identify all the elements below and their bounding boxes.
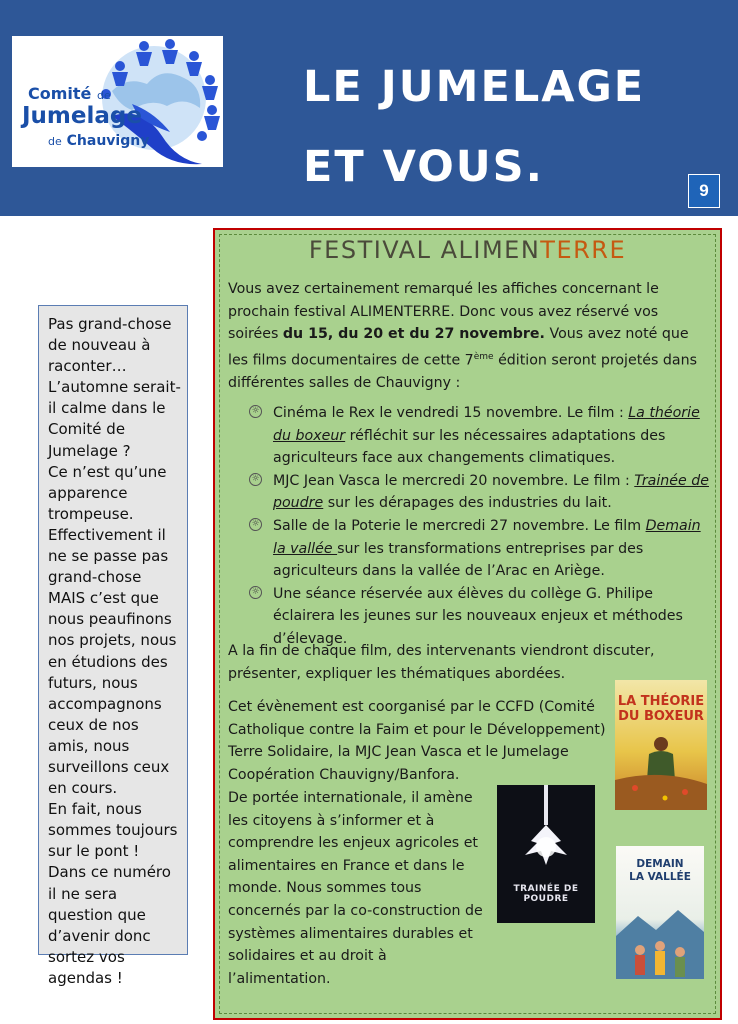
poster-title: DEMAIN LA VALLÉE (629, 858, 691, 883)
screenings-list (227, 402, 711, 651)
poster-demain-la-vallee (616, 846, 704, 979)
screening-item: ☼ MJC Jean Vasca le mercredi 20 novembre. Le film : Trainée de poudre sur les dérapages des industries du lait. (227, 470, 711, 515)
screening-item: ☼ Salle de la Poterie le mercredi 27 novembre. Le film Demain la vallée sur les transformations entreprises par des agriculteurs dans la vallée de l’Arac en Ariège. (227, 515, 711, 583)
sun-bullet-icon: ☼ (249, 586, 262, 599)
editorial-sidebar (38, 305, 188, 987)
page-title-line-2: ET VOUS. (303, 142, 544, 192)
sun-bullet-icon: ☼ (249, 405, 262, 418)
cooperation-text: Cet évènement est coorganisé par le CCFD (Comité Catholique contre la Faim et pour le Développement) Terre Solidaire, la MJC Jean Vasca et le Jumelage Coopération Chauvigny/Banfora. (228, 699, 606, 783)
festival-intro: Vous avez certainement remarqué les affiches concernant le prochain festival ALIMENTERRE. Donc vous avez réservé vos soirées du 15, du 20 et du 27 novembre. Vous avez noté que les films documentaires de cette 7ème édition seront projetés dans différentes salles de Chauvigny : (228, 281, 697, 392)
header-band (0, 0, 738, 216)
poster-title: TRAINÉE DE POUDRE (513, 884, 579, 904)
valley-illustration (616, 846, 704, 979)
festival-title: FESTIVAL ALIMENTERRE (308, 236, 627, 264)
page-number-badge: 9 (688, 174, 720, 208)
committee-logo: Comité de Jumelage de Chauvigny (12, 36, 223, 167)
after-films-text: A la fin de chaque film, des intervenants viendront discuter, présenter, expliquer les thématiques abordées. (228, 643, 655, 682)
film-title: Trainée de poudre (273, 472, 709, 512)
scope-text: De portée internationale, il amène les citoyens à s’informer et à comprendre les enjeux agricoles et alimentaires en France et dans le monde. Nous sommes tous concernés par la co-construction de systèmes alimentaires durables et solidaires et au droit à l’alimentation. (228, 790, 483, 987)
page-title-line-1: LE JUMELAGE (303, 62, 646, 112)
poster-trainee-de-poudre (497, 785, 595, 923)
sun-bullet-icon: ☼ (249, 473, 262, 486)
editorial-text: Pas grand-chose de nouveau à raconter… L’automne serait-il calme dans le Comité de Jumelage ? Ce n’est qu’une apparence trompeuse. Effectivement il ne se passe pas grand-chose MAIS c’est que nous peaufinons nos projets, nous en étudions des futurs, nous accompagnons ceux de nos amis, nous surveillons ceux en cours. En fait, nous sommes toujours sur le pont ! Dans ce numéro il ne sera question que d’avenir donc sortez vos agendas ! (48, 315, 181, 987)
poster-title: LA THÉORIE DU BOXEUR (617, 694, 705, 724)
film-title: La théorie du boxeur (273, 405, 700, 444)
sun-bullet-icon: ☼ (249, 518, 262, 531)
boxeur-illustration (615, 680, 707, 810)
film-title: Demain la vallée (273, 517, 701, 557)
screening-item: ☼ Cinéma le Rex le vendredi 15 novembre. Le film : La théorie du boxeur réfléchit sur les nécessaires adaptations des agriculteurs face aux changements climatiques. (227, 402, 711, 470)
poster-la-theorie-du-boxeur (615, 680, 707, 810)
screening-item: ☼ Une séance réservée aux élèves du collège G. Philipe éclairera les jeunes sur les nouveaux enjeux et méthodes d’élevage. (227, 583, 711, 651)
festival-panel (213, 228, 722, 1020)
